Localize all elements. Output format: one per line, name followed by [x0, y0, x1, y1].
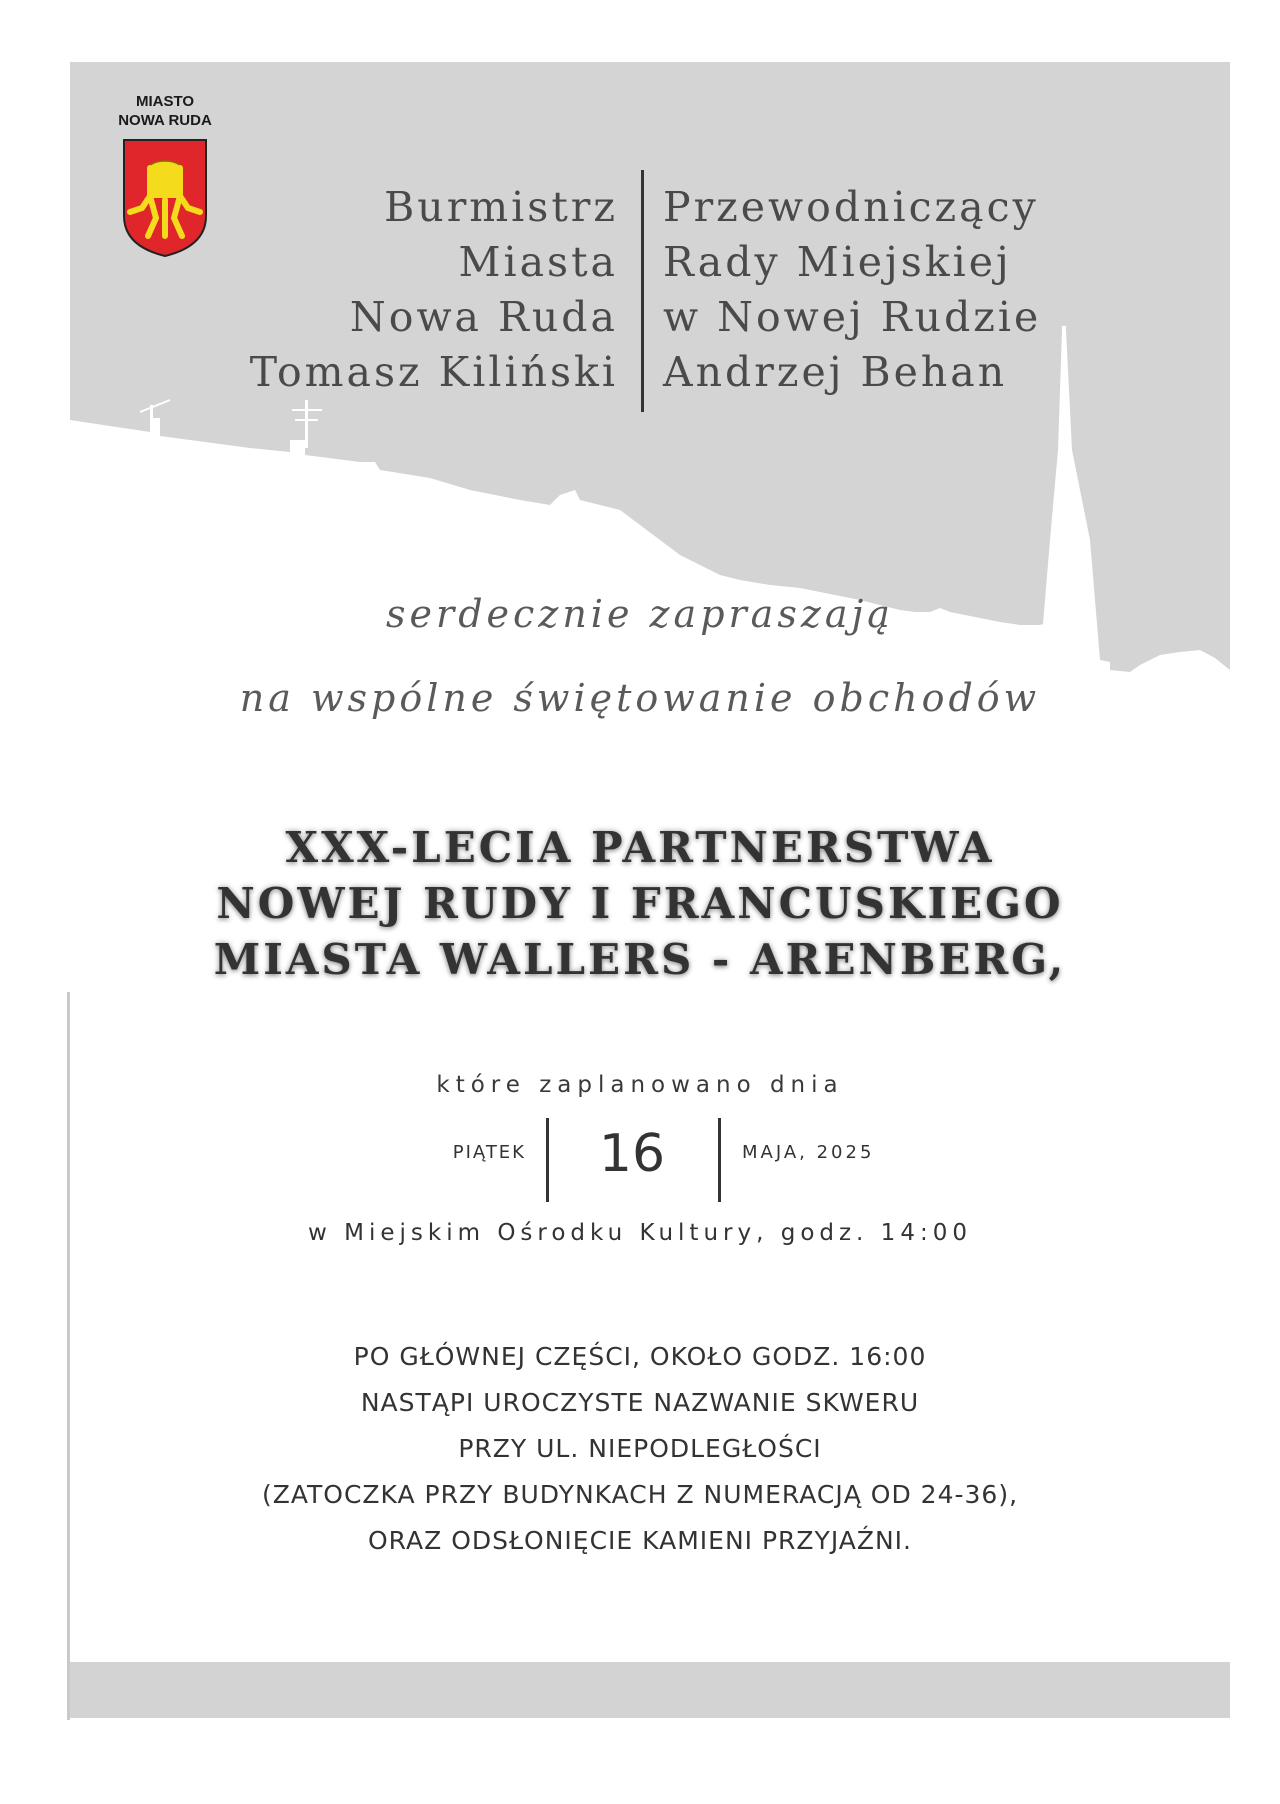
mayor-name: Tomasz Kiliński	[249, 348, 618, 396]
weekday: PIĄTEK	[452, 1142, 526, 1163]
info-line-3: PRZY UL. NIEPODLEGŁOŚCI	[458, 1434, 822, 1463]
council-chair-block	[663, 180, 1041, 400]
mayor-line-2: Miasta	[458, 238, 618, 286]
coat-of-arms-icon	[122, 138, 208, 258]
mayor-line-1: Burmistrz	[384, 183, 618, 231]
date-divider-right	[718, 1118, 721, 1202]
month-year: MAJA, 2025	[742, 1142, 875, 1163]
day-number: 16	[598, 1124, 666, 1184]
logo-text-line1: MIASTO	[135, 93, 195, 110]
chair-line-2: Rady Miejskiej	[663, 238, 1012, 286]
chair-name: Andrzej Behan	[663, 348, 1008, 396]
planned-intro: które zaplanowano dnia	[436, 1072, 844, 1098]
info-line-2: NASTĄPI UROCZYSTE NAZWANIE SKWERU	[360, 1388, 920, 1417]
info-line-4: (ZATOCZKA PRZY BUDYNKACH Z NUMERACJĄ OD 24-36),	[261, 1480, 1019, 1509]
title-line-1: XXX-LECIA PARTNERSTWA	[285, 823, 995, 872]
header-divider	[641, 170, 644, 412]
venue-time: w Miejskim Ośrodku Kultury, godz. 14:00	[308, 1220, 972, 1246]
mayor-block	[250, 180, 618, 400]
info-line-1: PO GŁÓWNEJ CZĘŚCI, OKOŁO GODZ. 16:00	[353, 1342, 927, 1371]
title-line-2: NOWEJ RUDY I FRANCUSKIEGO	[216, 879, 1064, 928]
ceremony-info	[0, 1334, 1280, 1564]
title-line-3: MIASTA WALLERS - ARENBERG,	[213, 935, 1067, 984]
mayor-line-3: Nowa Ruda	[349, 293, 618, 341]
date-divider-left	[546, 1118, 549, 1202]
info-line-5: ORAZ ODSŁONIĘCIE KAMIENI PRZYJAŹNI.	[367, 1526, 913, 1555]
event-title	[0, 820, 1280, 988]
invitation-script-line2: na wspólne świętowanie obchodów	[239, 676, 1041, 720]
chair-line-1: Przewodniczący	[663, 183, 1039, 231]
footer-band	[70, 1662, 1230, 1718]
city-logo	[100, 92, 230, 258]
invitation-script-line1: serdecznie zapraszają	[386, 592, 894, 636]
left-accent-rule	[67, 992, 70, 1720]
chair-line-3: w Nowej Rudzie	[663, 293, 1042, 341]
logo-text-line2: NOWA RUDA	[118, 112, 212, 129]
